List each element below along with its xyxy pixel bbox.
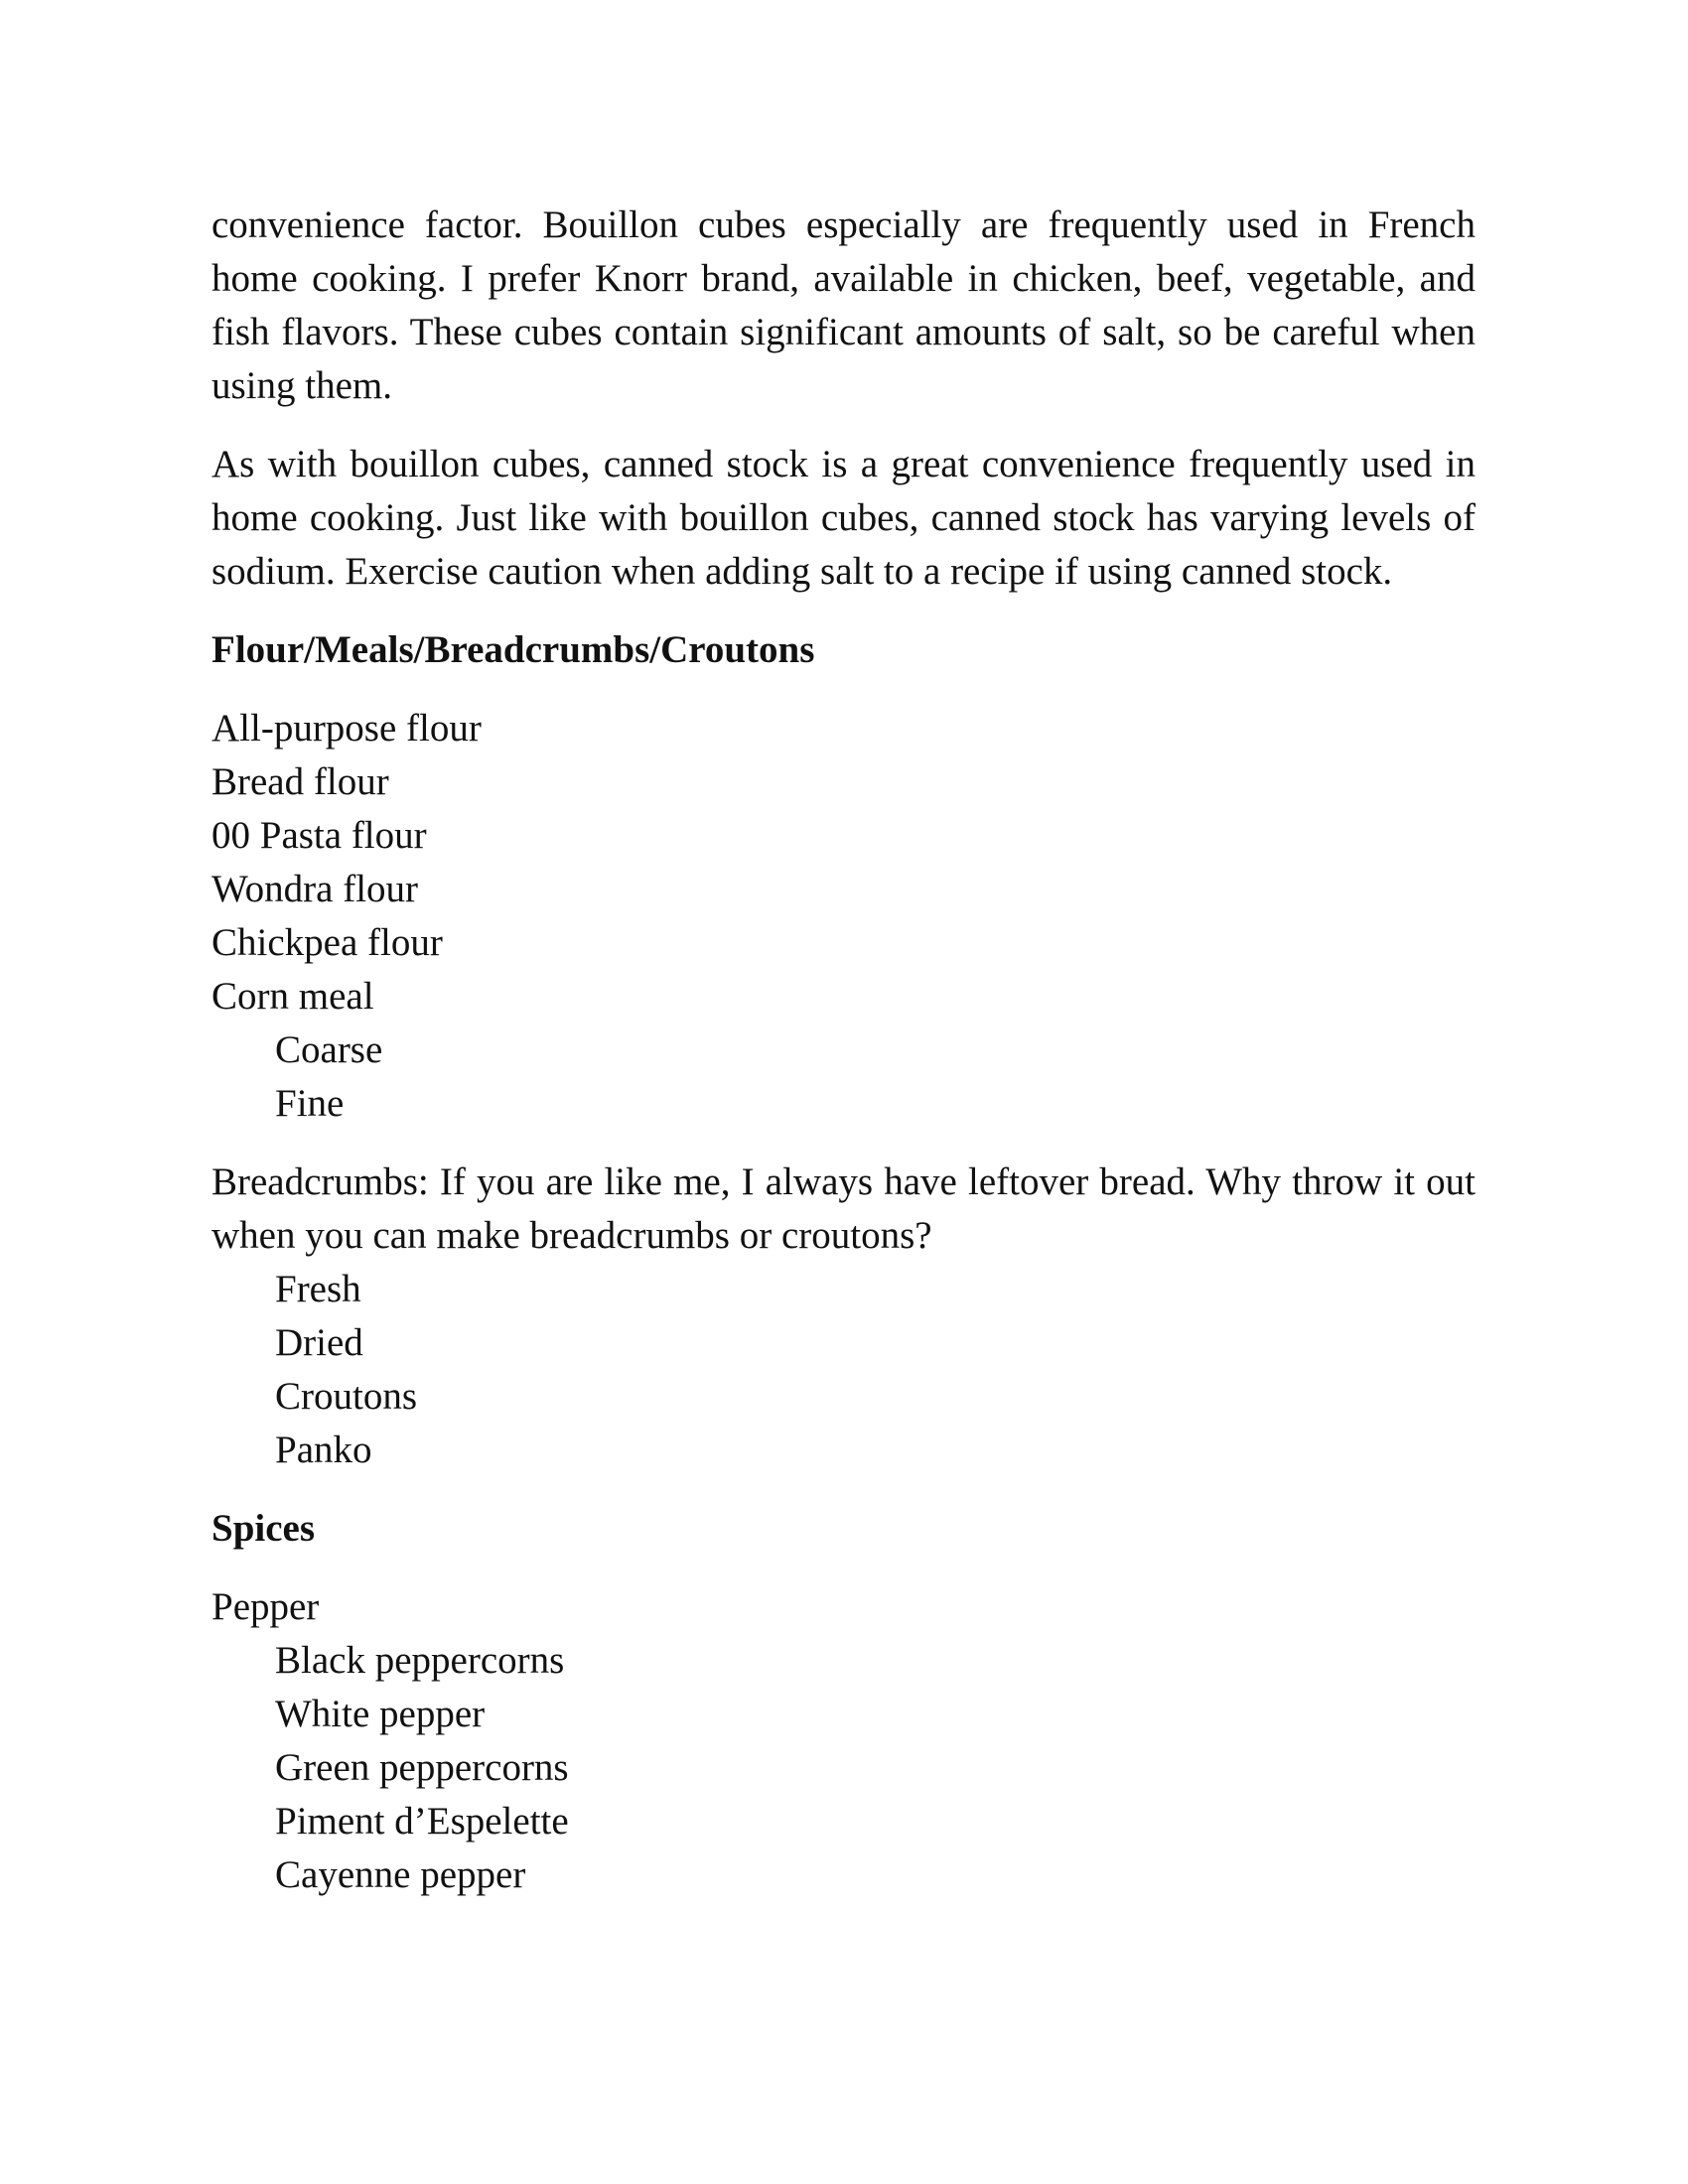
list-item: Bread flour: [211, 760, 389, 803]
paragraph-canned-stock: As with bouillon cubes, canned stock is a great convenience frequently used in home cooking. Just like with bouillon cubes, canned stock has varying levels of sodium. Exercise caution when adding salt to a recipe if using canned stock.: [211, 443, 1476, 593]
document-page: [211, 199, 1476, 1927]
flour-list: [211, 702, 1476, 1131]
list-item: Corn meal: [211, 975, 374, 1018]
sub-list-item: White pepper: [275, 1693, 486, 1735]
list-item: All-purpose flour: [211, 707, 482, 750]
section-heading-flour: Flour/Meals/Breadcrumbs/Croutons: [211, 628, 815, 671]
breadcrumbs-list: [211, 1263, 1476, 1477]
sub-list-item: Dried: [275, 1321, 363, 1364]
sub-list-item: Coarse: [275, 1028, 383, 1071]
sub-list-item: Croutons: [275, 1375, 418, 1418]
sub-list-item: Piment d’Espelette: [275, 1800, 569, 1843]
sub-list-item: Black peppercorns: [275, 1639, 565, 1682]
list-item: Chickpea flour: [211, 921, 443, 964]
sub-list-item: Fresh: [275, 1268, 361, 1310]
breadcrumbs-block: [211, 1156, 1476, 1477]
paragraph-bouillon: convenience factor. Bouillon cubes especially are frequently used in French home cooking. I prefer Knorr brand, available in chicken, beef, vegetable, and fish flavors. These cubes contain significant amounts of salt, so be careful when using them.: [211, 204, 1476, 407]
sub-list-item: Cayenne pepper: [275, 1853, 526, 1896]
pepper-list: [211, 1580, 1476, 1902]
breadcrumbs-text: Breadcrumbs: If you are like me, I always have leftover bread. Why throw it out when you can make breadcrumbs or croutons?: [211, 1160, 1476, 1257]
sub-list-item: Panko: [275, 1429, 372, 1471]
section-heading-spices: Spices: [211, 1507, 316, 1550]
list-item: 00 Pasta flour: [211, 814, 427, 857]
sub-list-item: Green peppercorns: [275, 1746, 569, 1789]
sub-list-item: Fine: [275, 1082, 345, 1125]
list-item: Pepper: [211, 1585, 320, 1628]
list-item: Wondra flour: [211, 868, 419, 910]
